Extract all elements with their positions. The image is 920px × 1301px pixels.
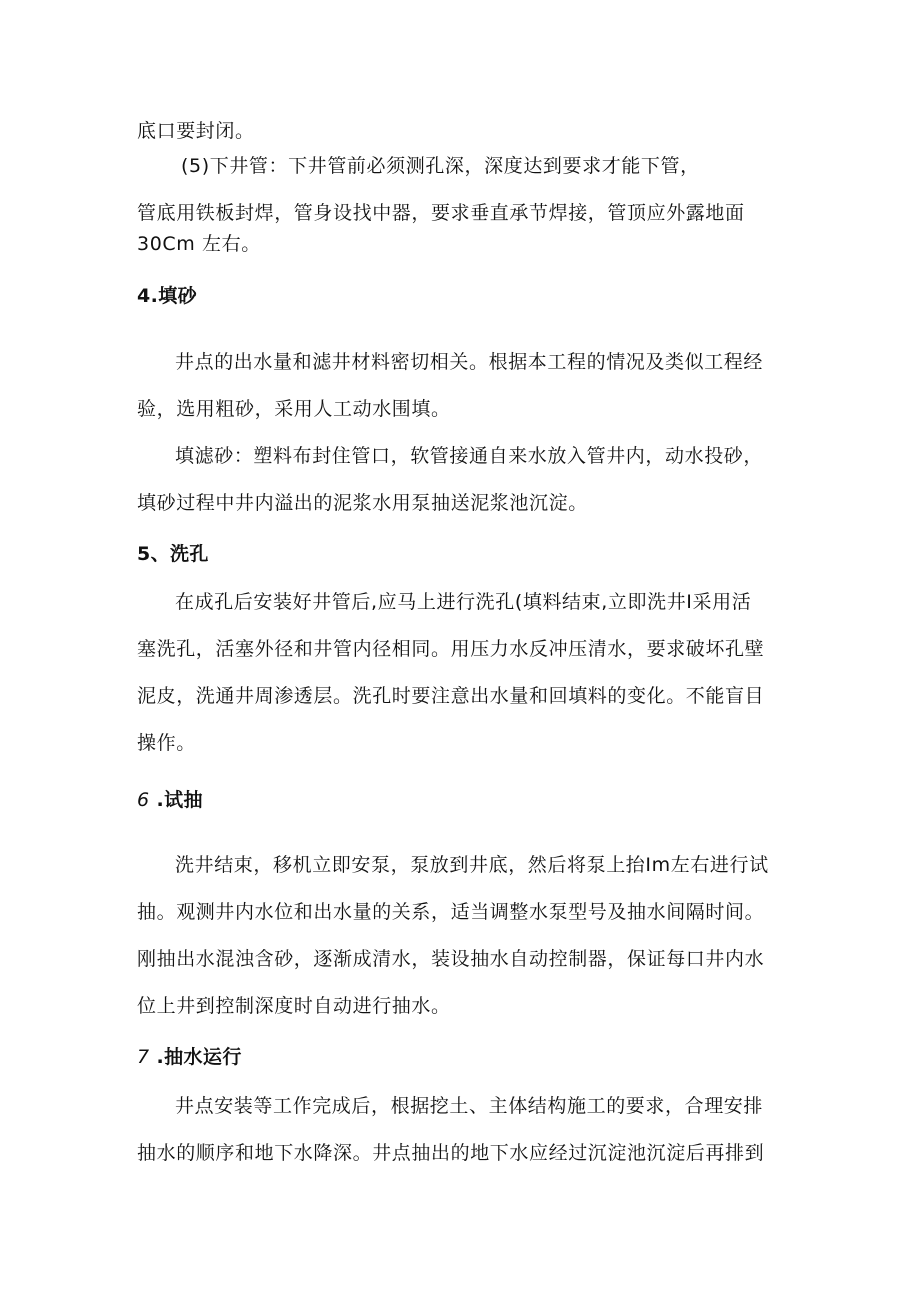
- paragraph-line: 刚抽出水混浊含砂，逐渐成清水，装设抽水自动控制器，保证每口井内水: [137, 948, 765, 970]
- paragraph-line: 底口要封闭。: [137, 120, 255, 142]
- paragraph-line: 洗井结束，移机立即安泵，泵放到井底，然后将泵上抬Im左右进行试: [175, 854, 769, 876]
- heading-text: .试抽: [156, 789, 203, 811]
- paragraph-line: 井点的出水量和滤井材料密切相关。根据本工程的情况及类似工程经: [175, 351, 764, 373]
- paragraph-line: 泥皮，洗通井周渗透层。洗孔时要注意出水量和回填料的变化。不能盲目: [137, 685, 765, 707]
- paragraph-line: 位上井到控制深度时自动进行抽水。: [137, 995, 451, 1017]
- paragraph-line: 管底用铁板封焊，管身设找中器，要求垂直承节焊接，管顶应外露地面: [137, 202, 745, 224]
- paragraph-line: 井点安装等工作完成后，根据挖土、主体结构施工的要求，合理安排: [175, 1095, 764, 1117]
- heading-number: 6: [137, 789, 150, 811]
- paragraph-line: 塞洗孔，活塞外径和井管内径相同。用压力水反冲压清水，要求破坏孔壁: [137, 638, 765, 660]
- section-heading-5: 5、洗孔: [137, 543, 209, 565]
- paragraph-line: 填砂过程中井内溢出的泥浆水用泵抽送泥浆池沉淀。: [137, 492, 588, 514]
- paragraph-line: 在成孔后安装好井管后,应马上进行洗孔(填料结束,立即洗井I采用活: [175, 591, 752, 613]
- paragraph-line: 抽。观测井内水位和出水量的关系，适当调整水泵型号及抽水间隔时间。: [137, 901, 765, 923]
- paragraph-line: (5)下井管：下井管前必须测孔深，深度达到要求才能下管，: [181, 155, 700, 177]
- paragraph-line: 填滤砂：塑料布封住管口，软管接通自来水放入管井内，动水投砂，: [175, 445, 764, 467]
- section-heading-7: [137, 1044, 242, 1070]
- heading-text: .抽水运行: [156, 1046, 242, 1068]
- paragraph-line: 抽水的顺序和地下水降深。井点抽出的地下水应经过沉淀池沉淀后再排到: [137, 1142, 765, 1164]
- paragraph-line: 验，选用粗砂，采用人工动水围填。: [137, 398, 451, 420]
- section-heading-4: 4.填砂: [137, 285, 198, 307]
- paragraph-line: 操作。: [137, 732, 196, 754]
- paragraph-line: 30Cm 左右。: [137, 233, 261, 255]
- section-heading-6: [137, 787, 203, 813]
- heading-number: 7: [137, 1046, 150, 1068]
